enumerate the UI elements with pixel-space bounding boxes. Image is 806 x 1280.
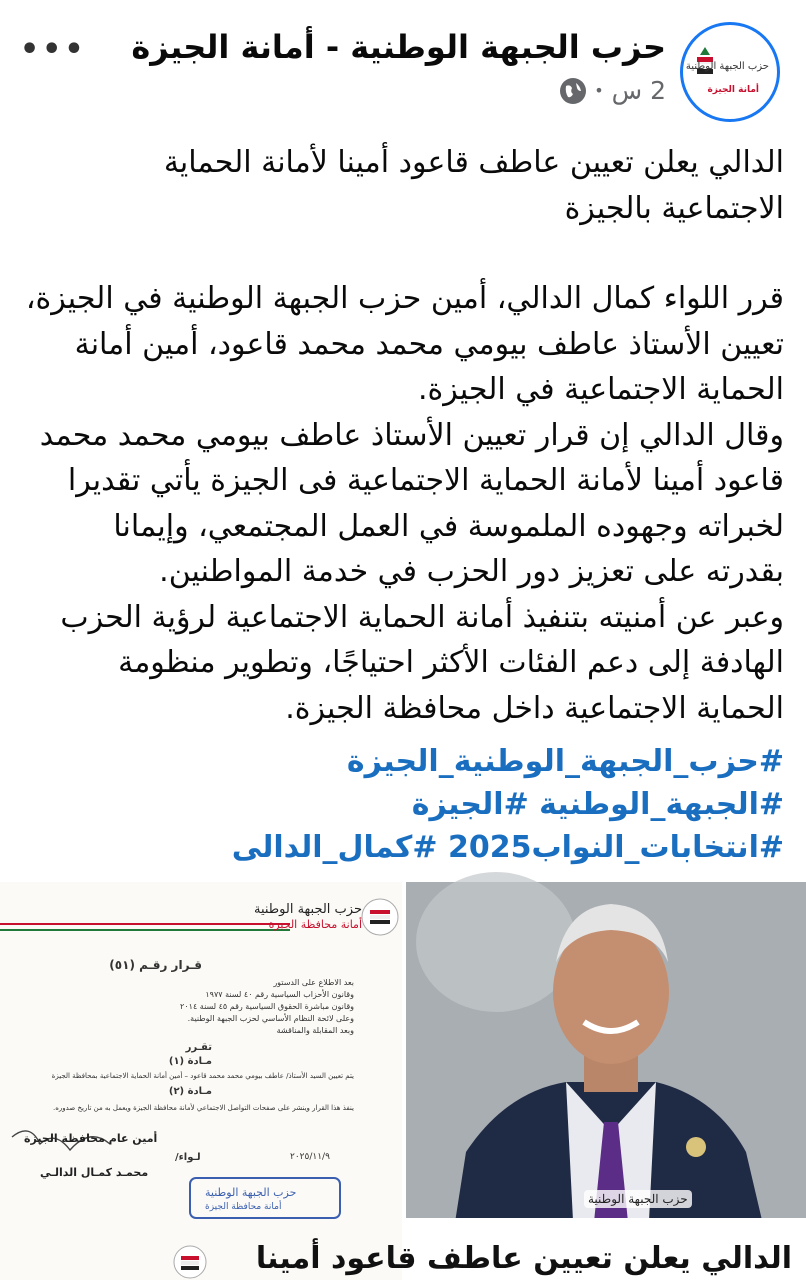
- post-meta: [560, 76, 666, 105]
- doc-article1-title: مـادة (١): [168, 1056, 212, 1067]
- doc-logo-text: حزب الجبهة الوطنية: [253, 902, 362, 917]
- decision-document-photo[interactable]: [0, 882, 402, 1280]
- paragraph-line: قرر اللواء كمال الدالي، أمين حزب الجبهة الوطنية في الجيزة،: [25, 281, 784, 316]
- doc-stamp-text: حزب الجبهة الوطنية: [205, 1186, 297, 1199]
- doc-decides: تقـرر: [185, 1042, 212, 1053]
- paragraph-line: الحماية الاجتماعية في الجيزة.: [418, 372, 784, 407]
- doc-article2-title: مـادة (٢): [168, 1086, 212, 1097]
- doc-signer-name: محمـد كمـال الدالـي: [40, 1166, 149, 1179]
- post-text: [22, 140, 784, 731]
- paragraph-line: وقال الدالي إن قرار تعيين الأستاذ عاطف بيومي محمد محمد: [39, 417, 784, 453]
- doc-stamp-sub: أمانة محافظة الجيزة: [205, 1202, 282, 1212]
- headline-line: الدالي يعلن تعيين عاطف قاعود أمينا لأمانة الحماية: [163, 145, 784, 180]
- caption-bar: [255, 1218, 806, 1280]
- paragraph-line: تعيين الأستاذ عاطف بيومي محمد محمد قاعود، أمين أمانة: [74, 326, 784, 362]
- globe-icon: [560, 78, 586, 104]
- doc-preamble: وقانون مباشرة الحقوق السياسية رقم ٤٥ لسنة ٢٠١٤: [180, 1002, 354, 1011]
- avatar-logo-text: حزب الجبهة الوطنية: [685, 61, 769, 72]
- doc-signer-rank: لـواء/: [175, 1152, 201, 1163]
- post-header: [0, 0, 806, 135]
- caption-text: الدالي يعلن تعيين عاطف قاعود أمينا: [255, 1241, 792, 1276]
- doc-preamble: وعلى لائحة النظام الأساسي لحزب الجبهة الوطنية.: [187, 1014, 354, 1023]
- portrait-logo-text: حزب الجبهة الوطنية: [584, 1190, 692, 1208]
- paragraph-line: الحماية الاجتماعية داخل محافظة الجيزة.: [285, 690, 784, 726]
- doc-logo-sub: أمانة محافظة الجيزة: [268, 918, 362, 931]
- hashtag-link[interactable]: #الجبهة_الوطنية #الجيزة: [411, 787, 784, 822]
- page-name[interactable]: حزب الجبهة الوطنية - أمانة الجيزة: [131, 28, 666, 66]
- paragraph-line: وعبر عن أمنيته بتنفيذ أمانة الحماية الاجتماعية لرؤية الحزب: [60, 599, 784, 635]
- document-lines: [0, 882, 402, 1280]
- paragraph-line: لخبراته وجهوده الملموسة في العمل المجتمعي، وإيمانا: [113, 508, 784, 544]
- paragraph-line: قاعود أمينا لأمانة الحماية الاجتماعية فى الجيزة يأتي تقديرا: [67, 463, 784, 498]
- photo-grid: [0, 882, 806, 1280]
- doc-signer-role: أمين عام محافظة الجيزة: [24, 1132, 158, 1145]
- doc-preamble: وبعد المقابلة والمناقشة: [276, 1026, 354, 1035]
- hashtag-link[interactable]: #انتخابات_النواب2025 #كمال_الدالى: [231, 830, 784, 865]
- avatar-sub-text: أمانة الجيزة: [707, 85, 759, 95]
- doc-date: ٢٠٢٥/١١/٩: [290, 1152, 330, 1162]
- page-avatar[interactable]: [680, 22, 780, 122]
- more-options-icon[interactable]: •••: [20, 32, 87, 67]
- headline-line: الاجتماعية بالجيزة: [564, 190, 784, 226]
- hashtags: [22, 740, 784, 869]
- doc-title: قـرار رقـم (٥١): [109, 958, 202, 972]
- meta-separator: •: [594, 81, 604, 100]
- doc-preamble: وقانون الأحزاب السياسية رقم ٤٠ لسنة ١٩٧٧: [205, 990, 354, 999]
- hashtag-link[interactable]: #حزب_الجبهة_الوطنية_الجيزة: [346, 744, 784, 779]
- doc-article2-text: ينفذ هذا القرار وينشر على صفحات التواصل الاجتماعي لأمانة محافظة الجيزة ويعمل به من تاريخ صدوره.: [52, 1104, 354, 1112]
- paragraph-line: بقدرته على تعزيز دور الحزب في خدمة المواطنين.: [159, 554, 784, 589]
- doc-article1-text: يتم تعيين السيد الأستاذ/ عاطف بيومي محمد محمد قاعود – أمين أمانة الحماية الاجتماعية بمحافظة الجيزة: [51, 1072, 354, 1080]
- doc-preamble: بعد الاطلاع على الدستور: [273, 978, 354, 987]
- post-time[interactable]: 2 س: [611, 76, 666, 105]
- party-logo-icon: [683, 25, 777, 119]
- paragraph-line: الهادفة إلى دعم الفئات الأكثر احتياجًا، وتطوير منظومة: [118, 645, 784, 680]
